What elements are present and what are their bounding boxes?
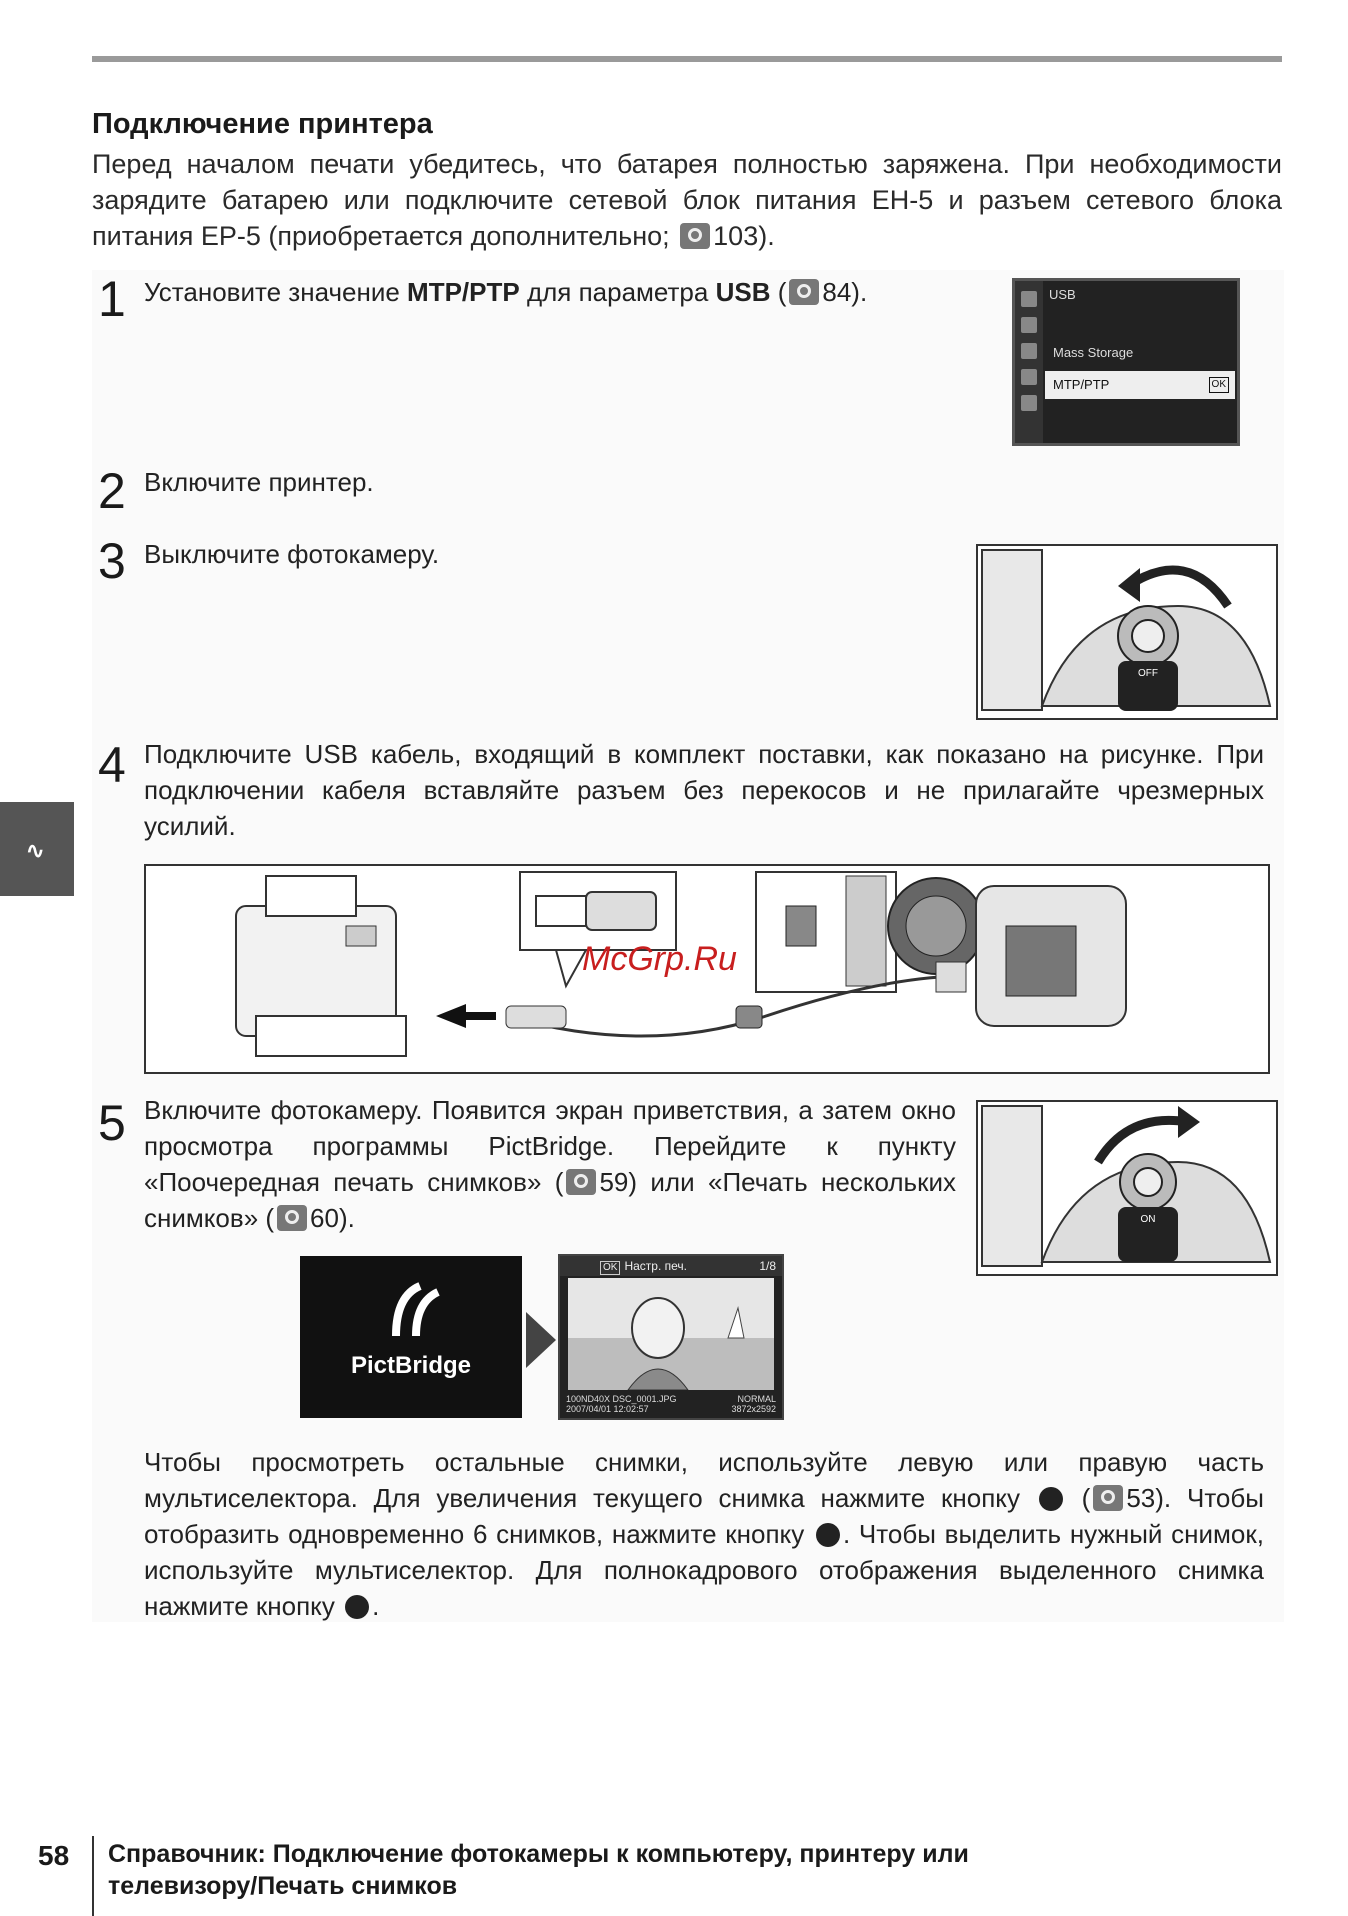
- step-4-text: Подключите USB кабель, входящий в комплект поставки, как показано на рисунке. При подключении кабеля вставляйте разъем без перекосов и не прилагайте чрезмерных усилий.: [144, 739, 1264, 841]
- browse-ref: 53).: [1126, 1483, 1172, 1513]
- page-ref-icon: [789, 279, 819, 305]
- step-5-ref-b: 60).: [310, 1203, 355, 1233]
- pictbridge-logo-text: PictBridge: [350, 1352, 472, 1379]
- camera-off-drawing: [978, 546, 1276, 718]
- ok-icon: OK: [1209, 377, 1229, 393]
- browse-text-4: .: [372, 1591, 380, 1621]
- top-rule: [92, 56, 1282, 62]
- portrait-photo: [568, 1278, 774, 1390]
- step-1-value: MTP/PTP: [407, 277, 520, 307]
- intro-paragraph: [92, 146, 1282, 254]
- file-name: 100ND40X DSC_0001.JPG: [566, 1394, 677, 1404]
- zoom-in-button-icon: [1039, 1487, 1063, 1511]
- usb-option-label: MTP/PTP: [1053, 377, 1110, 392]
- camera-power-on-illustration: [976, 1100, 1278, 1276]
- footer-title: [108, 1838, 969, 1902]
- photo-preview: [568, 1278, 774, 1390]
- pictbridge-splash-screen: [300, 1256, 522, 1418]
- usb-menu-screenshot: [1012, 278, 1240, 446]
- step-1-paren: (: [770, 277, 787, 307]
- step-1-mid: для параметра: [519, 277, 716, 307]
- on-label: ON: [1140, 1214, 1156, 1225]
- step-5-text: [144, 1092, 956, 1236]
- thumbnail-button-icon: [816, 1523, 840, 1547]
- playback-image-info: [731, 1394, 776, 1414]
- step-number: 5: [98, 1095, 126, 1151]
- camera-on-drawing: [978, 1102, 1276, 1274]
- intro-ref: 103).: [713, 221, 775, 251]
- page-ref-icon: [277, 1205, 307, 1231]
- step-number: 4: [98, 737, 126, 793]
- camera-power-off-illustration: [976, 544, 1278, 720]
- step-1-param: USB: [715, 277, 771, 307]
- step-3-text: Выключите фотокамеру.: [144, 539, 440, 569]
- step-1-ref: 84).: [822, 277, 868, 307]
- step-number: 2: [98, 463, 126, 519]
- zoom-in-button-icon: [345, 1595, 369, 1619]
- step-5-text-a: Включите фотокамеру. Появится экран приветствия, а затем окно просмотра программы PictBridge. Перейдите к пункту «Поочередная печать снимков» (: [144, 1095, 956, 1197]
- browse-text-2: Чтобы отобразить одновременно 6 снимков, нажмите кнопку: [144, 1483, 1264, 1549]
- playback-count: 1/8: [759, 1259, 776, 1273]
- step-number: 3: [98, 533, 126, 589]
- image-size: 3872x2592: [731, 1404, 776, 1414]
- step-1-text: [144, 274, 984, 310]
- browse-text-3: . Чтобы выделить нужный снимок, используйте мультиселектор. Для полнокадрового отображения выделенного снимка нажмите кнопку: [144, 1519, 1264, 1621]
- file-date: 2007/04/01 12:02:57: [566, 1404, 649, 1414]
- step-5-ref-a: 59) или «Печать нескольких снимков» (: [144, 1167, 956, 1233]
- watermark: McGrp.Ru: [582, 940, 737, 978]
- page-number: 58: [38, 1840, 70, 1871]
- usb-menu-title: USB: [1049, 287, 1076, 302]
- browse-text-1: Чтобы просмотреть остальные снимки, используйте левую или правую часть мультиселектора. Для увеличения текущего снимка нажмите кнопку: [144, 1447, 1264, 1513]
- step-2-text: Включите принтер.: [144, 467, 374, 497]
- footer-line-1: Справочник: Подключение фотокамеры к компьютеру, принтеру или: [108, 1840, 969, 1868]
- browse-instructions: Чтобы просмотреть остальные снимки, используйте левую или правую часть мультиселектора. Для увеличения текущего снимка нажмите кнопку ( 53). Чтобы отобразить одновременно 6 снимков, нажмите кнопку . Чтобы выделить нужный снимок, используйте мультиселектор. Для полнокадрового отображения выделенного снимка нажмите кнопку .: [144, 1447, 1264, 1621]
- usb-option-mtp-ptp: [1045, 371, 1235, 399]
- step-1-pre: Установите значение: [144, 277, 408, 307]
- section-title: Подключение принтера: [92, 108, 433, 140]
- playback-header: [560, 1256, 782, 1276]
- playback-title: Настр. печ.: [624, 1259, 687, 1273]
- step-number: 1: [98, 271, 126, 327]
- pictbridge-logo: [300, 1256, 522, 1346]
- menu-sidebar: [1015, 281, 1043, 443]
- ok-icon: OK: [600, 1261, 620, 1275]
- pictbridge-playback-screen: [558, 1254, 784, 1420]
- footer-line-2: телевизору/Печать снимков: [108, 1872, 458, 1900]
- intro-text: Перед началом печати убедитесь, что батарея полностью заряжена. При необходимости зарядите батарею или подключите сетевой блок питания EH-5 и разъем сетевого блока питания EP-5 (приобретается дополнительно;: [92, 149, 1282, 251]
- page-ref-icon: [566, 1169, 596, 1195]
- footer-divider: [92, 1836, 94, 1916]
- image-quality: NORMAL: [737, 1394, 776, 1404]
- page-ref-icon: [680, 223, 710, 249]
- arrow-right-icon: [526, 1312, 556, 1368]
- off-label: OFF: [1138, 668, 1158, 679]
- page-ref-icon: [1093, 1485, 1123, 1511]
- connection-icon: ∿: [26, 838, 45, 863]
- usb-option-mass-storage: Mass Storage: [1053, 345, 1134, 360]
- section-side-tab: [0, 802, 74, 896]
- playback-file-info: [566, 1394, 677, 1414]
